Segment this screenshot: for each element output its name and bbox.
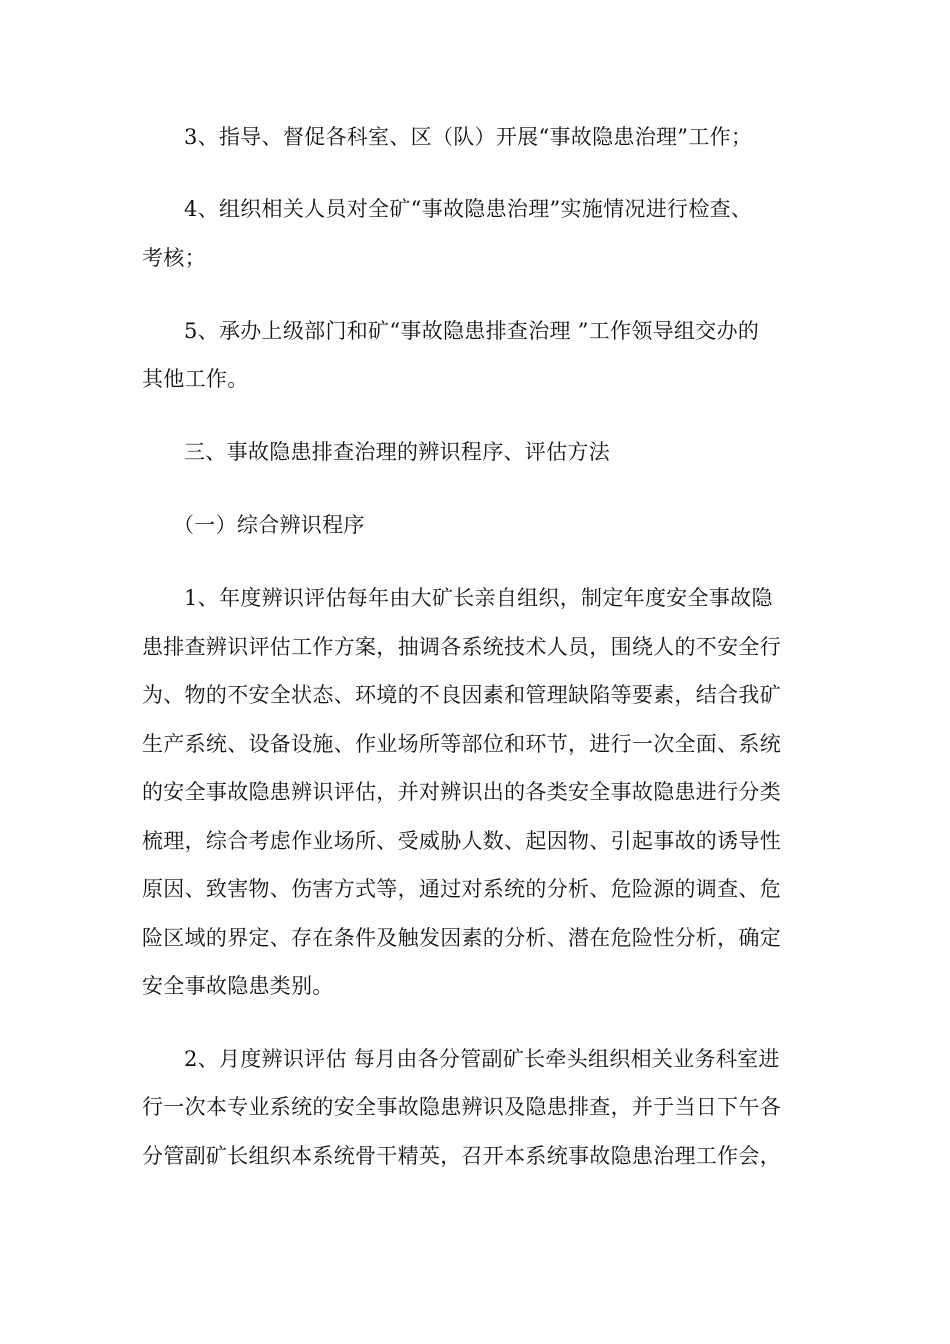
- section-heading-3: 三、事故隐患排查治理的辨识程序、评估方法: [184, 440, 610, 464]
- paragraph-item-3-line-1: 3、指导、督促各科室、区（队）开展“事故隐患治理”工作；: [184, 125, 753, 149]
- paragraph-item-5-line-1: 5、承办上级部门和矿“事故隐患排查治理 ”工作领导组交办的: [184, 319, 760, 343]
- annual-assessment-line-6: 梳理，综合考虑作业场所、受威胁人数、起因物、引起事故的诱导性: [142, 829, 781, 853]
- annual-assessment-line-2: 患排查辨识评估工作方案，抽调各系统技术人员，围绕人的不安全行: [142, 635, 781, 659]
- monthly-assessment-line-1: 2、月度辨识评估 每月由各分管副矿长牵头组织相关业务科室进: [184, 1047, 780, 1071]
- subsection-heading-3-1: （一）综合辨识程序: [173, 513, 365, 537]
- annual-assessment-line-5: 的安全事故隐患辨识评估，并对辨识出的各类安全事故隐患进行分类: [142, 780, 781, 804]
- annual-assessment-line-4: 生产系统、设备设施、作业场所等部位和环节，进行一次全面、系统: [142, 732, 781, 756]
- annual-assessment-line-9: 安全事故隐患类别。: [142, 974, 334, 998]
- monthly-assessment-line-3: 分管副矿长组织本系统骨干精英，召开本系统事故隐患治理工作会，: [142, 1144, 781, 1168]
- annual-assessment-line-8: 险区域的界定、存在条件及触发因素的分析、潜在危险性分析，确定: [142, 926, 781, 950]
- paragraph-item-5-line-2: 其他工作。: [142, 367, 249, 391]
- monthly-assessment-line-2: 行一次本专业系统的安全事故隐患辨识及隐患排查，并于当日下午各: [142, 1095, 781, 1119]
- annual-assessment-line-3: 为、物的不安全状态、环境的不良因素和管理缺陷等要素，结合我矿: [142, 683, 781, 707]
- annual-assessment-line-1: 1、年度辨识评估每年由大矿长亲自组织，制定年度安全事故隐: [184, 586, 773, 610]
- annual-assessment-line-7: 原因、致害物、伤害方式等，通过对系统的分析、危险源的调查、危: [142, 877, 781, 901]
- paragraph-item-4-line-1: 4、组织相关人员对全矿“事故隐患治理”实施情况进行检查、: [184, 197, 753, 221]
- paragraph-item-4-line-2: 考核；: [142, 246, 206, 270]
